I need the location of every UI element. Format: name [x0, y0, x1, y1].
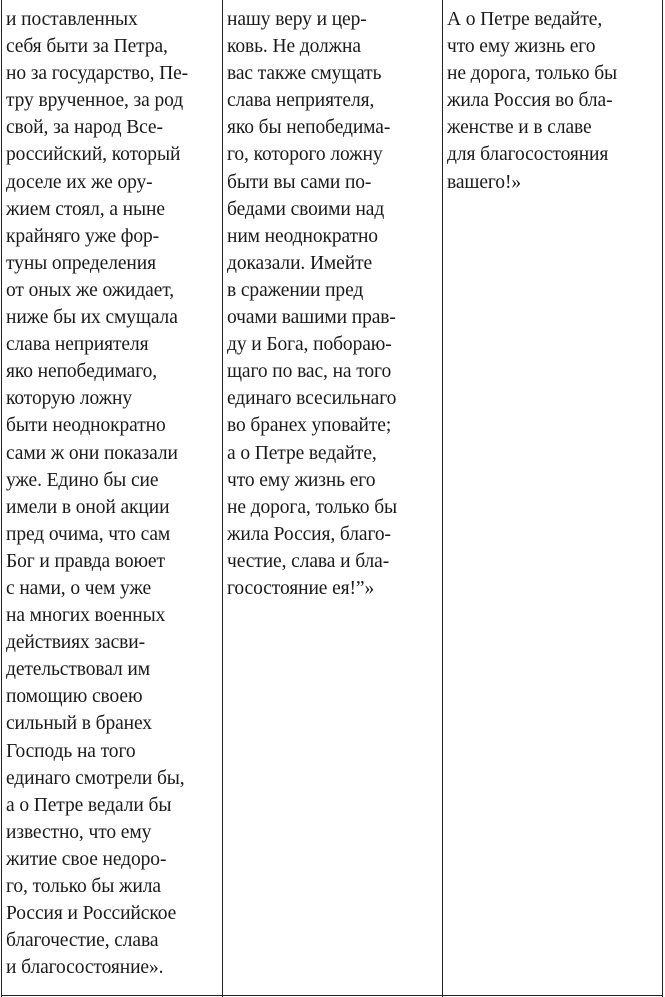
text-line: ним неоднократно: [227, 225, 378, 247]
text-line: не дорога, только бы: [227, 496, 398, 518]
text-line: Россия и Российское: [6, 903, 177, 925]
text-line: го, только бы жила: [6, 876, 161, 897]
text-line: пред очима, что сам: [6, 523, 171, 545]
text-line: го, которого ложну: [227, 144, 383, 166]
text-line: нашу веру и цер-: [227, 9, 367, 30]
text-line: доселе их же ору-: [6, 171, 153, 193]
text-line: быти неоднократно: [6, 415, 166, 437]
text-line: для благосостояния: [447, 144, 609, 166]
table-border-bottom: [1, 995, 663, 996]
text-line: доказали. Имейте: [227, 252, 373, 274]
text-line: крайняго уже фор-: [6, 225, 160, 247]
text-column-3: [447, 6, 661, 196]
text-line: что ему жизнь его: [227, 469, 376, 491]
text-line: женстве и в славе: [447, 117, 592, 139]
text-line: с нами, о чем уже: [6, 577, 152, 599]
text-line: госостояние ея!”»: [227, 577, 375, 599]
column-divider-1: [222, 0, 223, 997]
text-line: российский, который: [6, 144, 181, 166]
table-border-right: [662, 0, 663, 997]
text-line: во бранех уповайте;: [227, 415, 392, 437]
text-line: от оных же ожидает,: [6, 279, 174, 301]
text-line: в сражении пред: [227, 279, 364, 301]
text-line: честие, слава и бла-: [227, 550, 390, 572]
text-line: что ему жизнь его: [447, 36, 596, 58]
text-line: ду и Бога, побораю-: [227, 334, 392, 356]
text-line: вас также смущать: [227, 63, 382, 85]
text-line: и поставленных: [6, 9, 138, 30]
text-line: действиях засви-: [6, 632, 145, 654]
text-column-1: [6, 6, 220, 981]
text-line: известно, что ему: [6, 821, 152, 843]
column-divider-2: [442, 0, 443, 997]
text-line: но за государство, Пе-: [6, 63, 189, 85]
text-line: А о Петре ведайте,: [447, 9, 603, 30]
text-line: туны определения: [6, 252, 156, 274]
text-line: и благосостояние».: [6, 957, 164, 979]
text-line: на многих военных: [6, 605, 166, 627]
text-line: жила Россия во бла-: [447, 90, 613, 112]
text-line: благочестие, слава: [6, 930, 159, 952]
text-line: помощию своею: [6, 686, 143, 708]
text-line: вашего!»: [447, 171, 521, 193]
text-line: единаго всесильнаго: [227, 388, 397, 410]
text-line: яко бы непобедима-: [227, 117, 391, 139]
text-line: жием стоял, а ныне: [6, 198, 165, 220]
text-line: тру врученное, за род: [6, 90, 184, 112]
text-line: себя быти за Петра,: [6, 36, 168, 58]
text-line: быти вы сами по-: [227, 171, 372, 193]
text-line: свой, за народ Все-: [6, 117, 163, 139]
text-line: а о Петре ведайте,: [227, 442, 377, 464]
text-line: очами вашими прав-: [227, 307, 396, 329]
text-line: яко непобедимаго,: [6, 361, 158, 383]
text-line: жила Россия, благо-: [227, 523, 391, 545]
text-line: ковь. Не должна: [227, 36, 361, 58]
text-line: которую ложну: [6, 388, 133, 410]
table-border-left: [1, 0, 2, 997]
text-line: щаго по вас, на того: [227, 361, 392, 383]
text-line: слава неприятеля,: [227, 90, 375, 112]
text-line: уже. Едино бы сие: [6, 469, 159, 491]
text-line: а о Петре ведали бы: [6, 794, 172, 816]
text-line: бедами своими над: [227, 198, 385, 220]
text-line: Бог и правда воюет: [6, 550, 165, 572]
text-line: детельствовал им: [6, 659, 150, 681]
text-line: сами ж они показали: [6, 442, 178, 464]
text-line: ниже бы их смущала: [6, 307, 178, 329]
text-line: слава неприятеля: [6, 334, 149, 356]
text-line: единаго смотрели бы,: [6, 767, 185, 789]
text-line: житие свое недоро-: [6, 848, 167, 870]
text-column-2: [227, 6, 440, 602]
text-line: имели в оной акции: [6, 496, 170, 518]
text-line: сильный в бранех: [6, 713, 152, 735]
text-line: Господь на того: [6, 740, 136, 762]
text-line: не дорога, только бы: [447, 63, 618, 85]
